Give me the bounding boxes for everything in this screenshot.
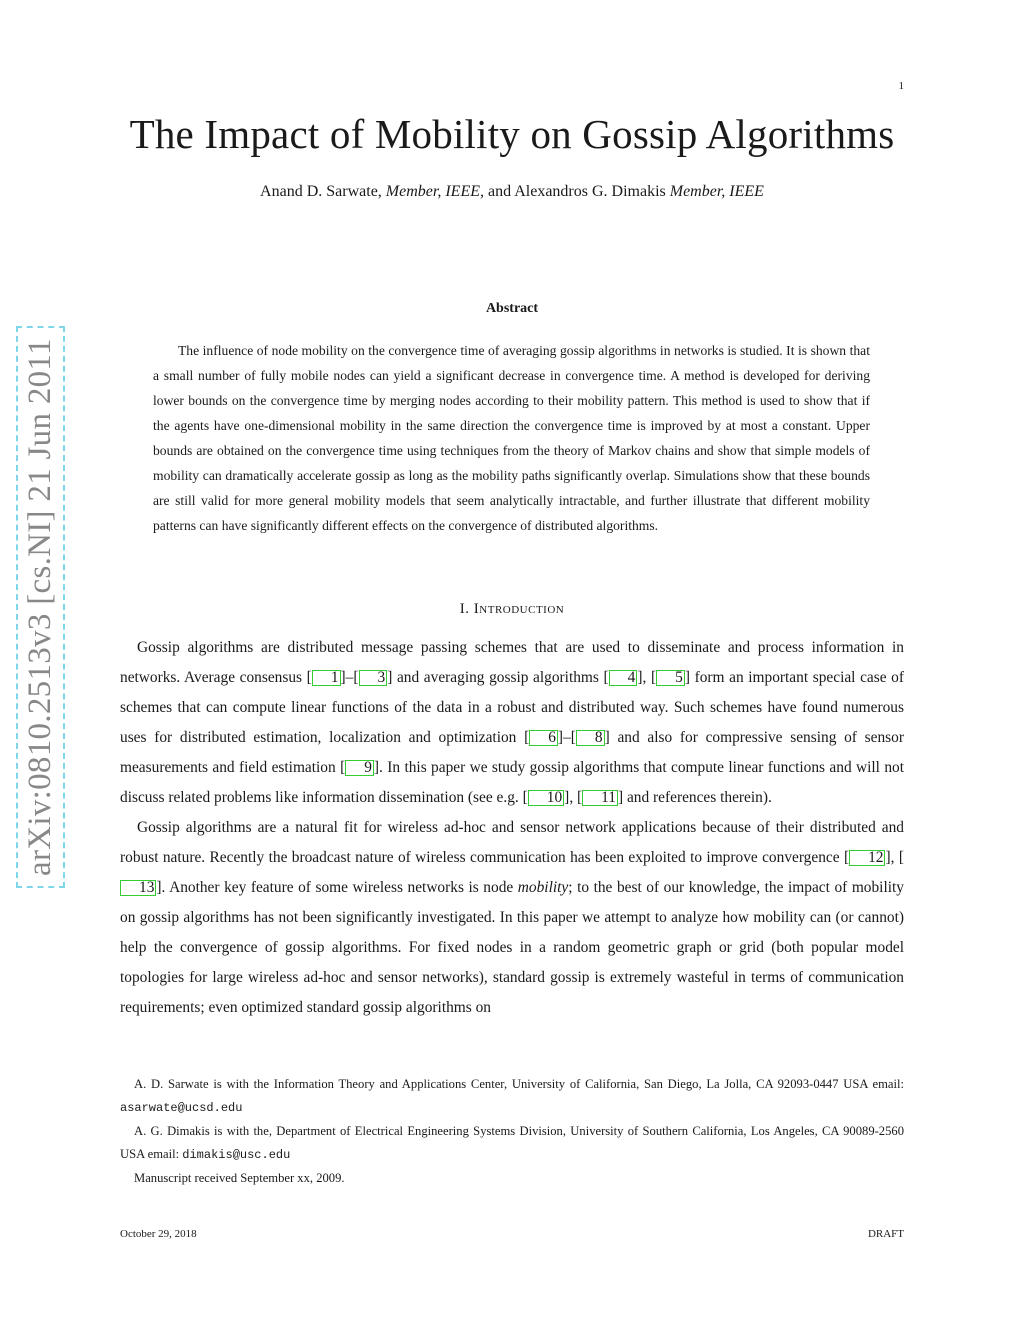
email-sarwate[interactable]: asarwate@ucsd.edu xyxy=(120,1101,243,1115)
citation-link-9[interactable]: 9 xyxy=(345,760,374,776)
abstract-heading: Abstract xyxy=(485,301,539,316)
paper-title: The Impact of Mobility on Gossip Algorithms xyxy=(129,111,895,157)
text-run: , xyxy=(642,669,651,686)
footnote-text: A. G. Dimakis is with the, Department of Electrical Engineering Systems Division, University of Southern California, Los Angeles, CA 90089-2560 USA email: xyxy=(120,1124,904,1161)
citation-link-12[interactable]: 12 xyxy=(849,850,885,866)
abstract-body: The influence of node mobility on the convergence time of averaging gossip algorithms in networks is studied. It is shown that a small number of fully mobile nodes can yield a significant decrease in convergence time. A method is developed for deriving lower bounds on the convergence time by merging nodes according to their mobility pattern. This method is used to show that if the agents have one-dimensional mobility in the same direction the convergence time is improved by at most a constant. Upper bounds are obtained on the convergence time using techniques from the theory of Markov chains and show that simple models of mobility can dramatically accelerate gossip as long as the mobility paths significantly overlap. Simulations show that these bounds are still valid for more general mobility models that seem analytically intractable, and further illustrate that different mobility patterns can have significantly different effects on the convergence of distributed algorithms. xyxy=(153,343,870,533)
arxiv-identifier-stamp[interactable]: arXiv:0810.2513v3 [cs.NI] 21 Jun 2011 xyxy=(16,326,65,888)
author-line xyxy=(0,183,1024,201)
emphasis-mobility: mobility xyxy=(517,879,569,896)
text-run: and also for compressive sensing of sensor measurements and field estimation xyxy=(120,729,904,776)
citation-link-3[interactable]: 3 xyxy=(359,670,388,686)
page-number: 1 xyxy=(898,80,904,92)
footer-date: October 29, 2018 xyxy=(120,1228,197,1240)
text-run: Gossip algorithms are distributed message passing schemes that are used to disseminate and process information in networks. Average consensus xyxy=(120,639,904,686)
text-run: – xyxy=(345,669,354,686)
text-run: – xyxy=(563,729,571,746)
footnote-text: A. D. Sarwate is with the Information Theory and Applications Center, University of California, San Diego, La Jolla, CA 92093-0447 USA email: xyxy=(134,1077,904,1091)
citation-link-10[interactable]: 10 xyxy=(528,790,564,806)
citation-link-5[interactable]: 5 xyxy=(656,670,685,686)
footnote-dimakis xyxy=(120,1120,904,1167)
introduction-body xyxy=(120,633,904,1023)
email-dimakis[interactable]: dimakis@usc.edu xyxy=(182,1148,291,1162)
author-2-role: Member, IEEE xyxy=(669,183,764,200)
citation-link-4[interactable]: 4 xyxy=(609,670,638,686)
text-run: and references therein). xyxy=(623,789,772,806)
section-title: Introduction xyxy=(473,601,565,617)
paragraph-1: Gossip algorithms are distributed message passing schemes that are used to disseminate and process information in networks. Average consensus [ 1 ]–[ 3 ] and averaging gossip algorithms [ 4 ], [ 5 ] form an important special case of schemes that can compute linear functions of the data in a robust and distributed way. Such schemes have found numerous uses for distributed estimation, localization and optimization [ 6 ]–[ 8 ] and also for compressive sensing of sensor measurements and field estimation [ 9 ]. In this paper we study gossip algorithms that compute linear functions and will not discuss related problems like information dissemination (see e.g. [ 10 ], [ 11 ] and references therein). xyxy=(120,639,904,806)
footnote-manuscript: Manuscript received September xx, 2009. xyxy=(134,1171,345,1185)
paragraph-2: Gossip algorithms are a natural fit for wireless ad-hoc and sensor network applications because of their distributed and robust nature. Recently the broadcast nature of wireless communication has been exploited to improve convergence [ 12 ], [13 ]. Another key feature of some wireless networks is node mobility; to the best of our knowledge, the impact of mobility on gossip algorithms has not been significantly investigated. In this paper we attempt to analyze how mobility can (or cannot) help the convergence of gossip algorithms. For fixed nodes in a random geometric graph or grid (both popular model topologies for large wireless ad-hoc and sensor networks), standard gossip is extremely wasteful in terms of communication requirements; even optimized standard gossip algorithms on xyxy=(120,819,904,1016)
text-run: , xyxy=(890,849,899,866)
author-1-role: Member, IEEE, xyxy=(385,183,484,200)
footnotes xyxy=(120,1073,904,1190)
citation-link-1[interactable]: 1 xyxy=(312,670,341,686)
section-number: I. xyxy=(459,601,470,617)
author-2-name: Alexandros G. Dimakis xyxy=(514,183,666,200)
citation-link-13[interactable]: 13 xyxy=(120,880,156,896)
footer-draft-label: DRAFT xyxy=(867,1228,904,1240)
text-run: form an important special case of schemes that can compute linear functions of the data in a robust and distributed way. Such schemes have found numerous uses for distributed estimation, localization and optimization xyxy=(120,669,904,746)
text-run: . Another key feature of some wireless networks is node xyxy=(161,879,518,896)
text-run: Gossip algorithms are a natural fit for wireless ad-hoc and sensor network applications because of their distributed and robust nature. Recently the broadcast nature of wireless communication has been exploited to improve convergence xyxy=(120,819,904,866)
citation-link-11[interactable]: 11 xyxy=(582,790,618,806)
citation-link-8[interactable]: 8 xyxy=(576,730,605,746)
author-1-name: Anand D. Sarwate, xyxy=(260,183,382,200)
author-conjunction: and xyxy=(487,183,512,200)
text-run: and averaging gossip algorithms xyxy=(392,669,604,686)
footnote-sarwate xyxy=(120,1073,904,1120)
text-run: , xyxy=(569,789,578,806)
text-run: ; to the best of our knowledge, the impact of mobility on gossip algorithms has not been significantly investigated. In this paper we attempt to analyze how mobility can (or cannot) help the convergence of gossip algorithms. For fixed nodes in a random geometric graph or grid (both popular model topologies for large wireless ad-hoc and sensor networks), standard gossip is extremely wasteful in terms of communication requirements; even optimized standard gossip algorithms on xyxy=(120,879,904,1016)
section-heading xyxy=(0,601,1024,618)
citation-link-6[interactable]: 6 xyxy=(529,730,558,746)
text-run: . In this paper we study gossip algorithms that compute linear functions and will not discuss related problems like information dissemination (see e.g. xyxy=(120,759,904,806)
